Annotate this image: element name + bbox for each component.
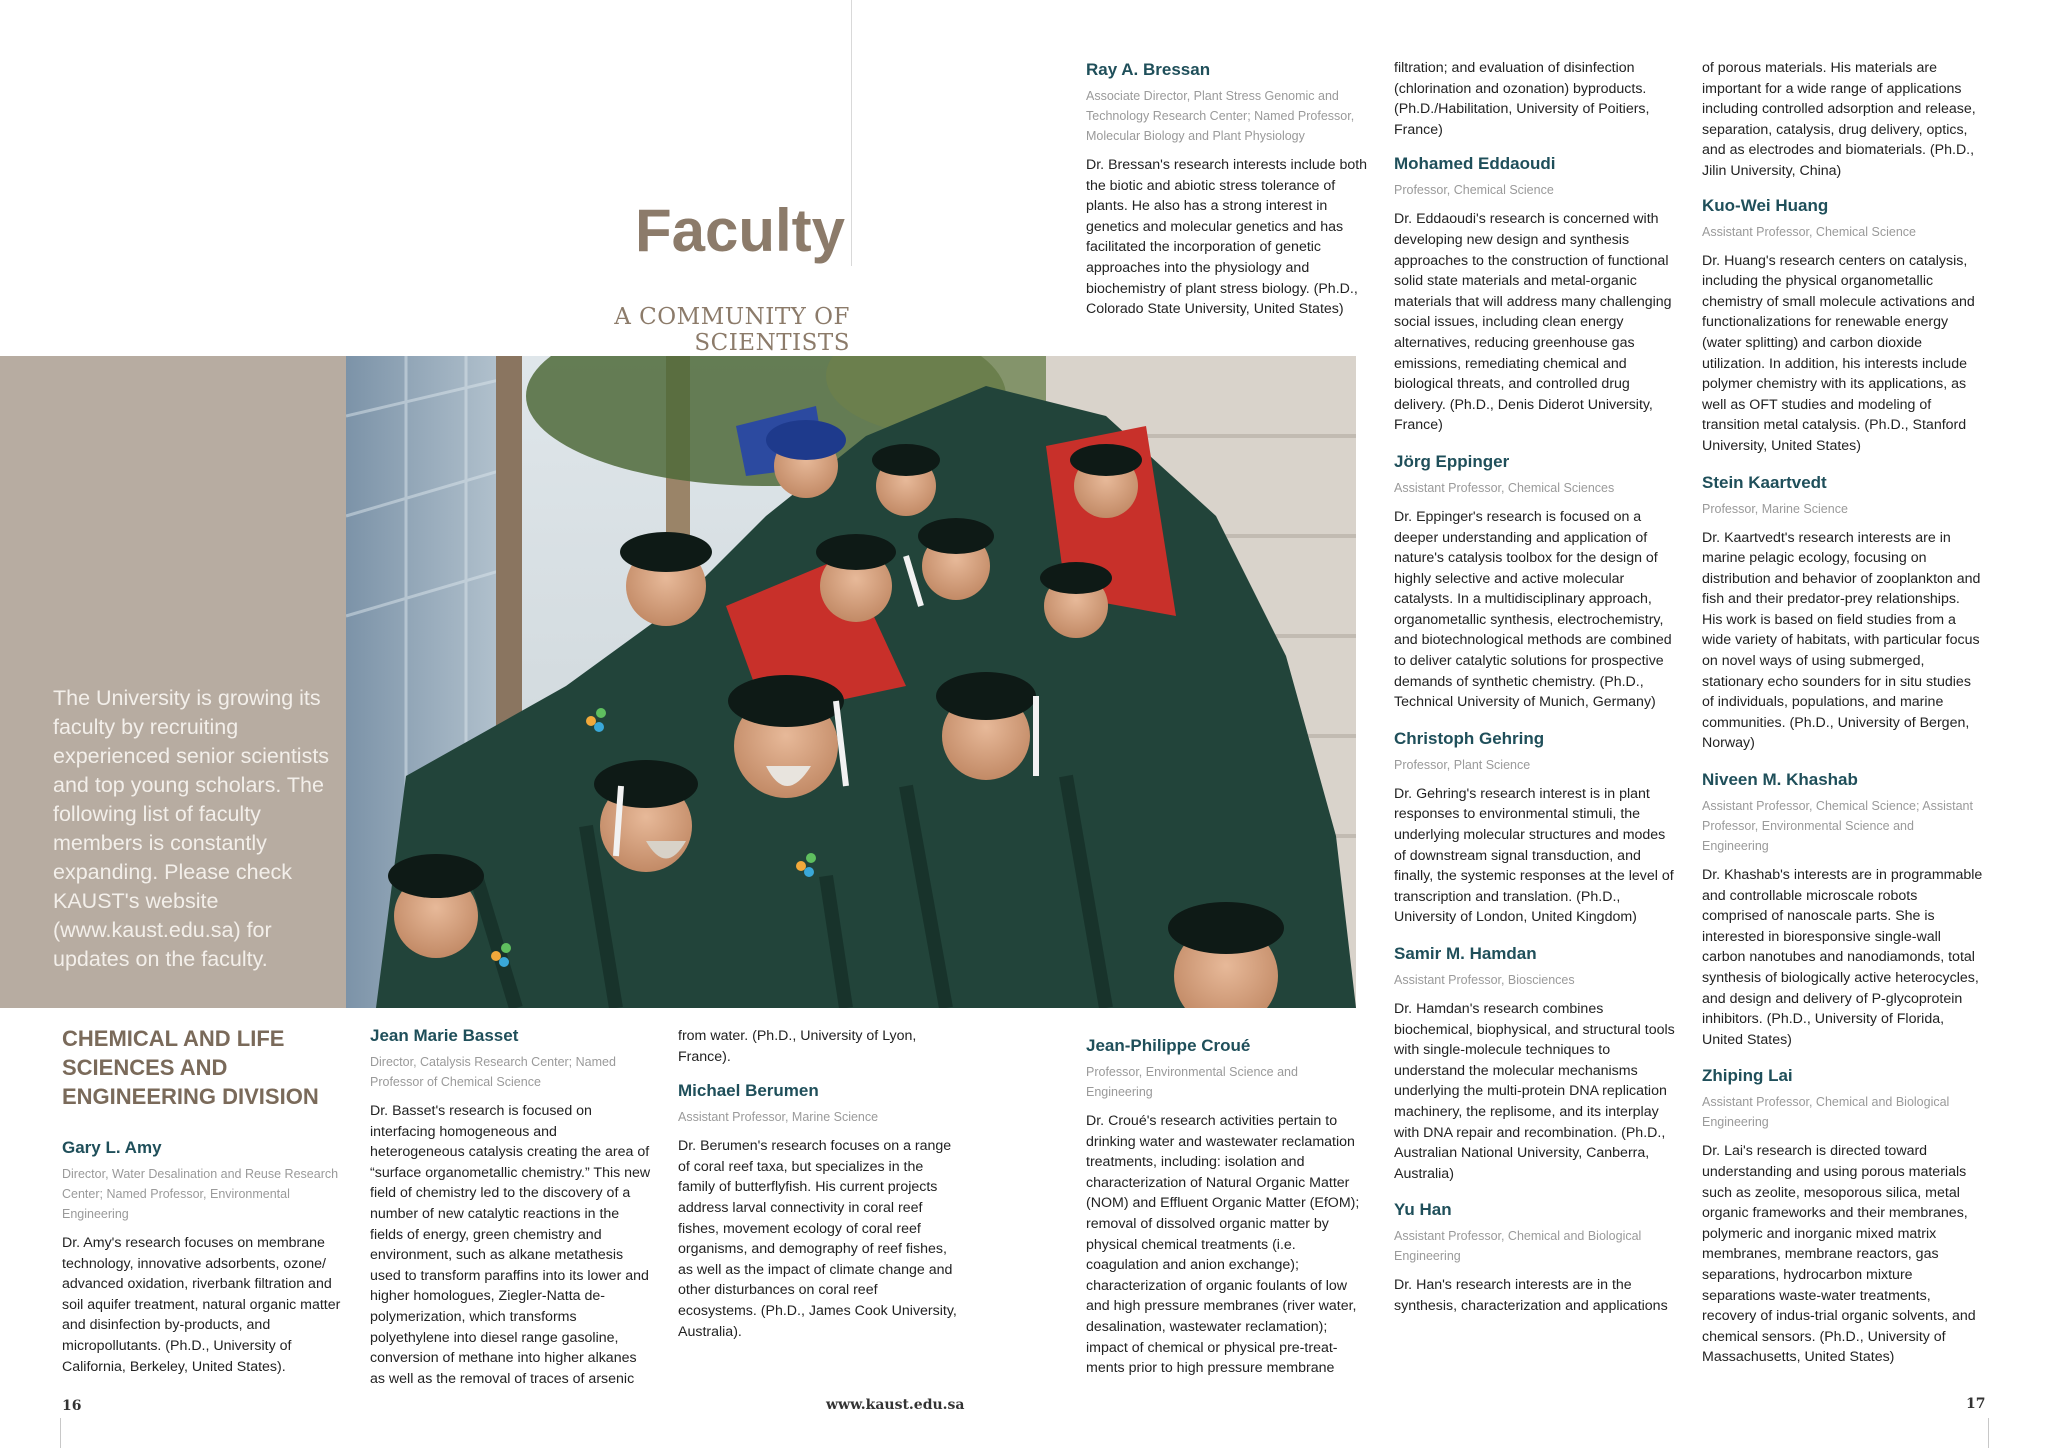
graduation-photo xyxy=(346,356,1356,1008)
faculty-role: Assistant Professor, Chemical and Biological Engineering xyxy=(1394,1229,1642,1264)
faculty-role: Assistant Professor, Marine Science xyxy=(678,1110,879,1125)
faculty-role: Professor, Chemical Science xyxy=(1394,183,1554,198)
faculty-name: Michael Berumen xyxy=(678,1081,819,1101)
faculty-entry xyxy=(1086,1036,1368,1379)
faculty-name: Samir M. Hamdan xyxy=(1394,944,1537,963)
faculty-role: Assistant Professor, Chemical Science xyxy=(1702,224,1916,239)
faculty-name: Zhiping Lai xyxy=(1702,1066,1793,1086)
faculty-column-4-bottom xyxy=(1086,1036,1368,1395)
faculty-entry xyxy=(678,1081,960,1342)
faculty-name: Yu Han xyxy=(1394,1200,1452,1220)
faculty-bio: Dr. Han's research interests are in the synthesis, characterization and applications xyxy=(1394,1277,1668,1314)
faculty-column-2 xyxy=(370,1026,652,1405)
faculty-bio: Dr. Eppinger's research is focused on a deeper understanding and application of nature's catalysis toolbox for the design of highly selective and active molecular catalysts. In a multidisciplinary approach, organometallic synthesis, electrochemistry, and biotechnological methods are combined to deliver catalytic solutions for prospective demands of synthetic chemistry. (Ph.D., Technical University of Munich, Germany) xyxy=(1394,508,1672,711)
faculty-entry xyxy=(1394,1200,1676,1316)
faculty-role: Assistant Professor, Biosciences xyxy=(1394,973,1575,987)
faculty-name: Ray A. Bressan xyxy=(1086,60,1211,79)
faculty-name: Christoph Gehring xyxy=(1394,728,1545,748)
page-subtitle: A COMMUNITY OF SCIENTISTS xyxy=(614,304,850,356)
faculty-role: Associate Director, Plant Stress Genomic and Technology Research Center; Named Professor, Molecular Biology and Plant Physiology xyxy=(1086,89,1355,143)
faculty-role: Professor, Plant Science xyxy=(1394,757,1531,772)
faculty-bio: Dr. Eddaoudi's research is concerned with developing new design and synthesis approaches to the construction of functional solid state materials and metal-organic materials that will address many challenging social issues, including clean energy alternatives, reducing greenhouse gas emissions, remediating chemical and biological threats, and controlled drug delivery. (Ph.D., Denis Diderot University, France) xyxy=(1394,211,1672,434)
faculty-role: Assistant Professor, Chemical and Biological Engineering xyxy=(1702,1095,1950,1130)
faculty-bio: Dr. Gehring's research interest is in plant responses to environmental stimuli, the underlying molecular structures and modes of downstream signal transduction, and finally, the systemic responses at the level of transcription and translation. (Ph.D., University of London, United Kingdom) xyxy=(1394,785,1674,926)
faculty-column-6 xyxy=(1702,58,1984,1384)
intro-panel xyxy=(0,356,346,1008)
intro-text: The University is growing its faculty by recruiting experienced senior scientists and top young scholars. The following list of faculty members is constantly expanding. Please check KAUST's website (www.kaust.edu.sa) for updates on the faculty. xyxy=(53,686,330,971)
footer-url: www.kaust.edu.sa xyxy=(826,1397,965,1413)
faculty-name: Kuo-Wei Huang xyxy=(1702,195,1829,215)
faculty-entry xyxy=(1702,196,1984,457)
faculty-entry xyxy=(1394,729,1676,928)
faculty-entry xyxy=(1702,1066,1984,1368)
faculty-name: Niveen M. Khashab xyxy=(1702,770,1858,790)
faculty-entry xyxy=(370,1026,652,1389)
faculty-bio: Dr. Khashab's interests are in programmable and controllable microscale robots comprised of nanoscale parts. She is interested in bioresponsive single-wall carbon nanotubes and nanodiamonds, total synthesis of biologically active heterocycles, and design and delivery of P-glycoprotein inhibitors. (Ph.D., University of Florida, United States) xyxy=(1702,867,1983,1048)
faculty-name: Jean-Philippe Croué xyxy=(1086,1036,1251,1055)
faculty-role: Assistant Professor, Chemical Sciences xyxy=(1394,480,1615,495)
faculty-bio: Dr. Hamdan's research combines biochemical, biophysical, and structural tools with single-molecule techniques to understand the molecular mechanisms underlying the multi-protein DNA replication machinery, the replisome, and its interplay with DNA repair and recombination. (Ph.D., Australian National University, Canberra, Australia) xyxy=(1394,1001,1675,1182)
faculty-bio-continuation: from water. (Ph.D., University of Lyon, France). xyxy=(678,1028,917,1065)
faculty-entry xyxy=(1394,154,1676,436)
faculty-role: Director, Water Desalination and Reuse Research Center; Named Professor, Environmental Engineering xyxy=(62,1167,339,1221)
faculty-entry xyxy=(1702,770,1984,1050)
crop-mark-left xyxy=(60,1418,61,1448)
faculty-column-1 xyxy=(62,1138,344,1393)
faculty-bio: Dr. Huang's research centers on catalysis, including the physical organometallic chemistry of small molecule activations and functionalizations for renewable energy (water splitting) and carbon dioxide utilization. In addition, his interests include polymer chemistry with its applications, as well as OFT studies and modeling of transition metal catalysis. (Ph.D., Stanford University, United States) xyxy=(1702,252,1975,454)
faculty-bio: Dr. Croué's research activities pertain to drinking water and wastewater reclamation treatments, including: isolation and characterization of Natural Organic Matter (NOM) and Effluent Organic Matter (EfOM); removal of dissolved organic matter by physical chemical treatments (i.e. coagulation and anion exchange); characterization of organic foulants of low and high pressure membranes (river water, desalination, wastewater reclamation); impact of chemical or physical pre-treat-ments prior to high pressure membrane xyxy=(1086,1113,1360,1377)
faculty-bio: Dr. Bressan's research interests include both the biotic and abiotic stress tolerance of plants. He also has a strong interest in genetics and molecular genetics and has facilitated the incorporation of genetic approaches into the physiology and biochemistry of plant stress biology. (Ph.D., Colorado State University, United States) xyxy=(1086,157,1368,318)
faculty-bio: Dr. Berumen's research focuses on a range of coral reef taxa, but specializes in the family of butterflyfish. His current projects address larval connectivity in coral reef fishes, movement ecology of coral reef organisms, and demography of reef fishes, as well as the impact of climate change and other disturbances on coral reef ecosystems. (Ph.D., James Cook University, Australia). xyxy=(678,1138,957,1340)
faculty-role: Assistant Professor, Chemical Science; Assistant Professor, Environmental Science and Engineering xyxy=(1702,799,1973,854)
page-number-right: 17 xyxy=(1966,1396,1986,1412)
faculty-name: Jean Marie Basset xyxy=(370,1026,519,1045)
faculty-column-3 xyxy=(678,1026,960,1358)
faculty-entry xyxy=(62,1138,344,1377)
photo-graduation-ceremony-icon xyxy=(346,356,1356,1008)
faculty-name: Stein Kaartvedt xyxy=(1702,472,1827,492)
faculty-bio: Dr. Kaartvedt's research interests are in marine pelagic ecology, focusing on distribution and behavior of zooplankton and fish and their predator-prey relationships. His work is based on field studies from a wide variety of habitats, with particular focus on novel ways of using submerged, stationary echo sounders for in situ studies of individuals, populations, and marine communities. (Ph.D., University of Bergen, Norway) xyxy=(1702,529,1981,752)
faculty-name: Gary L. Amy xyxy=(62,1138,162,1157)
faculty-role: Professor, Environmental Science and Engineering xyxy=(1086,1065,1298,1099)
faculty-entry xyxy=(1394,944,1676,1184)
faculty-bio-continuation: of porous materials. His materials are important for a wide range of applications including controlled adsorption and release, separation, catalysis, drug delivery, optics, and as electrodes and biomaterials. (Ph.D., Jilin University, China) xyxy=(1702,60,1976,179)
faculty-bio: Dr. Amy's research focuses on membrane technology, innovative adsorbents, ozone/ advanced oxidation, riverbank filtration and soil aquifer treatment, natural organic matter and disinfection by-products, and micropollutants. (Ph.D., University of California, Berkeley, United States). xyxy=(62,1235,341,1375)
faculty-entry xyxy=(1702,473,1984,755)
crop-mark-right xyxy=(1988,1418,1989,1448)
faculty-name: Jörg Eppinger xyxy=(1394,451,1510,471)
faculty-name: Mohamed Eddaoudi xyxy=(1394,154,1556,174)
page-number-left: 16 xyxy=(62,1398,82,1414)
division-heading: CHEMICAL AND LIFE SCIENCES AND ENGINEERING DIVISION xyxy=(62,1026,319,1109)
faculty-bio-continuation: filtration; and evaluation of disinfection (chlorination and ozonation) byproducts. (Ph.D./Habilitation, University of Poitiers, France) xyxy=(1394,60,1650,138)
faculty-entry xyxy=(1086,60,1368,320)
faculty-bio: Dr. Lai's research is directed toward understanding and using porous materials such as zeolite, mesoporous silica, metal organic frameworks and their membranes, polymeric and inorganic mixed matrix membranes, membrane reactors, gas separations, hydrocarbon mixture separations waste-water treatments, recovery of indus-trial organic solvents, and chemical sensors. (Ph.D., University of Massachusetts, United States) xyxy=(1702,1143,1976,1366)
faculty-role: Professor, Marine Science xyxy=(1702,501,1848,516)
faculty-column-4-top xyxy=(1086,60,1368,336)
faculty-entry xyxy=(1394,452,1676,713)
page-title: Faculty xyxy=(634,197,845,264)
page-spine-divider xyxy=(851,0,852,266)
faculty-bio: Dr. Basset's research is focused on interfacing homogeneous and heterogeneous catalysis creating the area of “surface organometallic chemistry.” This new field of chemistry led to the discovery of a number of new catalytic reactions in the fields of energy, green chemistry and environment, such as alkane metathesis used to transform paraffins into its lower and higher homologues, Ziegler-Natta de-polymerization, which transforms polyethylene into diesel range gasoline, conversion of methane into higher alkanes as well as the removal of traces of arsenic xyxy=(370,1103,651,1387)
faculty-column-5 xyxy=(1394,58,1676,1333)
faculty-role: Director, Catalysis Research Center; Named Professor of Chemical Science xyxy=(370,1055,616,1089)
